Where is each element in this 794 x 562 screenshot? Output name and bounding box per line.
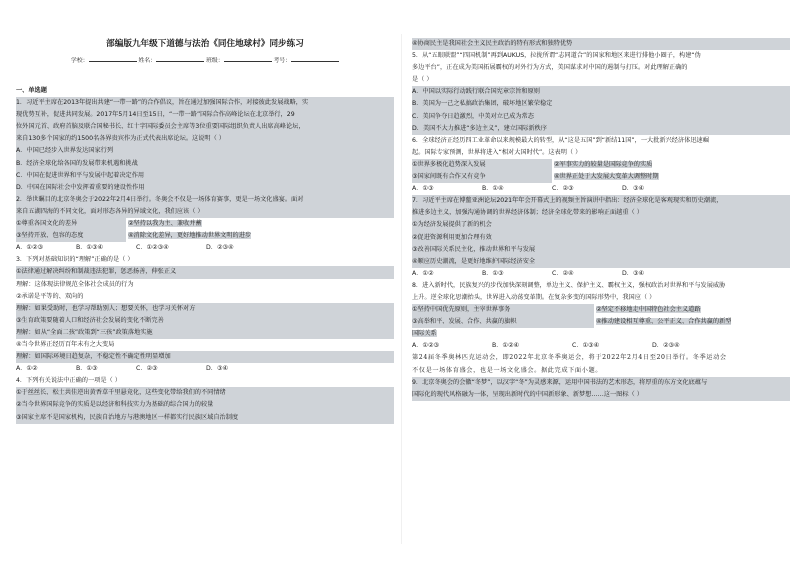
note-line: 不仅是一场体育盛会，也是一场文化盛会。据此完成下面小题。 [412, 366, 603, 374]
question-text-line: 7．习近平主席在博鳌亚洲论坛2021年年会开幕式上的视频主旨演讲中指出：经济全球化是客观现实和历史潮流， [412, 195, 790, 207]
left-column [16, 0, 394, 424]
statement-item: ④协商民主是我国社会主义民主政治的特有形式和独特优势 [412, 38, 790, 50]
question-3 [16, 254, 394, 375]
examno-label: 考号： [273, 58, 292, 64]
statement-item: ②坚定不移地走中国特色社会主义道路 [595, 306, 701, 314]
question-text-line: 3．下列对基础知识的“理解”正确的是（ ） [16, 256, 134, 264]
question-text-line: 9．北京冬奥会的会徽“冬梦”，以汉字“冬”为灵感来源，运用中国书法的艺术形态，将厚重的东方文化底蕴与 [412, 377, 790, 389]
question-text-line: 现优势互补，促进共同发展。2017年5月14日至15日，“一带一路”国际合作高峰论坛在北京举行，29 [16, 109, 394, 121]
option-b[interactable]: B．①③④ [76, 244, 104, 252]
statement-item: 理解：这体现法律规范全体社会成员的行为 [16, 280, 134, 288]
option-b[interactable]: B．①④ [482, 185, 504, 193]
statement-item: ③生育政策要随着人口和经济社会发展的变化不断完善 [16, 315, 394, 327]
option-b[interactable]: B．经济全球化给各国的发展带来机遇和挑战 [16, 158, 394, 170]
option-c[interactable]: C．②③ [552, 185, 574, 193]
statement-item: 理解：如从“全面二孩”政策到“三孩”政策落地实施 [16, 327, 394, 339]
option-c[interactable]: C．①③④ [572, 342, 600, 350]
statement-item: ③坚持开放、包容的态度 [16, 230, 126, 242]
statement-item: ④世界正处于大发展大变革大调整时期 [553, 173, 659, 181]
question-text-line: 国际化的现代风格融为一体，呈现出新时代的中国新形象、新梦想……这一图标（ ） [412, 389, 790, 401]
question-text-line: 4．下列有关说法中正确的一项是（ ） [16, 377, 121, 385]
statement-item: 国际关系 [412, 330, 437, 338]
school-label: 学校： [70, 58, 89, 64]
question-text-line: 来自五湖四海的不同文化，面对形态各异的异域文化，我们应该（ ） [16, 206, 394, 218]
option-d[interactable]: D．中国在国际社会中发挥着重要的建设性作用 [16, 182, 394, 194]
note-line: 第24届冬季奥林匹克运动会，即2022年北京冬季奥运会，将于2022年2月4日至20日举行。冬季运动会 [412, 354, 727, 362]
question-2 [16, 194, 394, 254]
option-a[interactable]: A．中国已经步入世界发达国家行列 [16, 145, 394, 157]
statement-row [412, 159, 790, 171]
options-row [412, 268, 790, 280]
statement-row [16, 230, 394, 242]
question-text-line: 1．习近平主席在2013年提出共建“一带一路”的合作倡议，旨在通过加强国际合作，对接彼此发展战略，实 [16, 97, 394, 109]
statement-item: ①法律通过解决纠纷和制裁违法犯罪，惩恶扬善，伸张正义 [16, 266, 394, 278]
option-a[interactable]: A．①② [412, 269, 434, 277]
question-8 [412, 280, 790, 353]
option-b[interactable]: B．美国为一己之私搞政治集团，破坏地区繁荣稳定 [412, 98, 790, 110]
question-text-line: 6．全球经济正经历四工业革命以来规模最大的转型，从“这是五国”到“新结11国”，一大批新兴经济体迅速崛 [412, 136, 709, 144]
statement-item: ①于丝丝长、松土共佳逆出黄香草千里悬竟化，这些变化带给我们的不同情绪 [16, 387, 394, 399]
statement-item: ②促进资源利用更加合理有效 [412, 232, 790, 244]
option-d[interactable]: D．②③④ [206, 244, 234, 252]
question-text-line: 是（ ） [412, 76, 433, 84]
question-9 [412, 377, 790, 401]
option-c[interactable]: C．①②③④ [136, 244, 169, 252]
statement-item: ④消除文化差异，更好地推动世界文明的进步 [127, 232, 252, 240]
statement-row [412, 171, 790, 183]
column-divider [401, 34, 402, 544]
statement-row [412, 316, 790, 328]
question-5 [412, 50, 790, 135]
statement-item: ①世界多极化趋势深入发展 [412, 159, 552, 171]
right-column [412, 0, 790, 401]
option-b[interactable]: B．①③ [482, 269, 504, 277]
statement-row [16, 218, 394, 230]
option-a[interactable]: A．①②③ [412, 342, 440, 350]
statement-item: ③国家主席不是国家机构，民族自治地方与港澳地区一样都实行民族区域自治制度 [16, 412, 394, 424]
statement-item: ①尊重各国文化的差异 [16, 218, 126, 230]
question-text-line: 多边平台”，正在成为美国拓展霸权的对外行为方式，美国谋求对中国的遏制与打压。对此理解正确的 [412, 64, 688, 72]
option-c[interactable]: C．美国争夺日趋激烈，中美对立已成为常态 [412, 111, 790, 123]
question-text-line: 2．举世瞩目的北京冬奥会于2022年2月4日举行。冬奥会不仅是一场体育赛事，更是一场文化盛宴。面对 [16, 194, 394, 206]
statement-item: ④顺应历史潮流，是更好地维护国际经济安全 [412, 256, 790, 268]
statement-item: ③改善国际关系民主化，推动世界和平与发展 [412, 244, 790, 256]
statement-item: ④当今世界正经历百年未有之大变局 [16, 340, 115, 348]
statement-item: 理解：如果受助时，也学习帮助别人；想要关怀，也学习关怀对方 [16, 303, 394, 315]
statement-item: ②坚持以我为主、兼收并蓄 [127, 220, 202, 228]
option-d[interactable]: D．②③④ [652, 342, 680, 350]
statement-row [412, 328, 790, 340]
option-d[interactable]: D．③④ [206, 365, 229, 373]
option-b[interactable]: B．①③ [76, 365, 98, 373]
option-d[interactable]: D．③④ [622, 269, 645, 277]
option-a[interactable]: A．中国以实际行动践行联合国宪章宗旨和原则 [412, 86, 790, 98]
options-row [16, 363, 394, 375]
options-row [16, 242, 394, 254]
question-text-line: 位外国元首、政府首脑及联合国秘书长、红十字国际委员会主席等3位重要国际组织负责人出席高峰论坛， [16, 121, 394, 133]
question-text-line: 起。国际专家预测，世界将进入“相对大国时代”。这表明（ ） [412, 148, 582, 156]
option-d[interactable]: D．③④ [622, 185, 645, 193]
options-row [412, 183, 790, 195]
statement-item: ①坚持中国优先原则，主宰世界事务 [412, 304, 594, 316]
name-label: 姓名： [138, 58, 157, 64]
statement-item: 理解：如国际环境日趋复杂，不稳定性不确定性明显增加 [16, 351, 394, 363]
page-title: 部编版九年级下道德与法治《同住地球村》同步练习 [106, 39, 304, 49]
question-text-line: 推进多边主义，加强沟通协调的世界经济体制；经济全球化带来的影响正面越重（ ） [412, 207, 790, 219]
option-d[interactable]: D．美国不大力推进“多边主义”，建立国际新秩序 [412, 123, 790, 135]
option-a[interactable]: A．①② [16, 365, 38, 373]
statement-item: ①为经济发展提供了新的机会 [412, 219, 790, 231]
option-c[interactable]: C．②③ [136, 365, 158, 373]
statement-item: ④推动建设相互尊重、公平正义、合作共赢的新型 [595, 318, 732, 326]
options-row [412, 340, 790, 352]
statement-row [412, 304, 790, 316]
question-6 [412, 135, 790, 195]
statement-item: ③高举和平、发展、合作、共赢的旗帜 [412, 316, 594, 328]
class-label: 班级： [205, 58, 224, 64]
statement-item: ③国家间既有合作又有竞争 [412, 171, 552, 183]
question-4 [16, 375, 394, 423]
question-text-line: 来自130多个国家的约1500名各界贵宾作为正式代表出席论坛。这说明（ ） [16, 133, 394, 145]
option-c[interactable]: C．中国在促进世界和平与发展中起着决定作用 [16, 170, 394, 182]
section-heading: 一、单选题 [16, 87, 47, 94]
option-a[interactable]: A．①③ [412, 185, 434, 193]
statement-item: ②军事实力的较量是国际竞争的实质 [553, 160, 653, 168]
question-text-line: 5．从“五眼联盟”“四国机制”再到AUKUS，拉拢所谓“志同道合”的国家和地区来进行排他小圈子，构建“伪 [412, 52, 701, 60]
question-7 [412, 195, 790, 280]
option-c[interactable]: C．②④ [552, 269, 574, 277]
question-text-line: 上升。逆全球化思潮抬头，世界进入动荡变革期。在复杂多变的国际形势中，我国应（ ） [412, 293, 656, 301]
reading-note [412, 352, 790, 376]
statement-item: ②承诺是平等的、双向的 [16, 292, 84, 300]
statement-item: ②当今世界国际竞争的实质是以经济和科技实力为基础的综合国力的较量 [16, 399, 394, 411]
question-1 [16, 97, 394, 194]
option-b[interactable]: B．①②④ [492, 342, 520, 350]
option-a[interactable]: A．①②③ [16, 244, 44, 252]
question-text-line: 8．进入新时代，民族复兴的步伐加快深刻调整，单边主义、保护主义、霸权主义，强权政治对世界和平与发展威胁 [412, 281, 726, 289]
